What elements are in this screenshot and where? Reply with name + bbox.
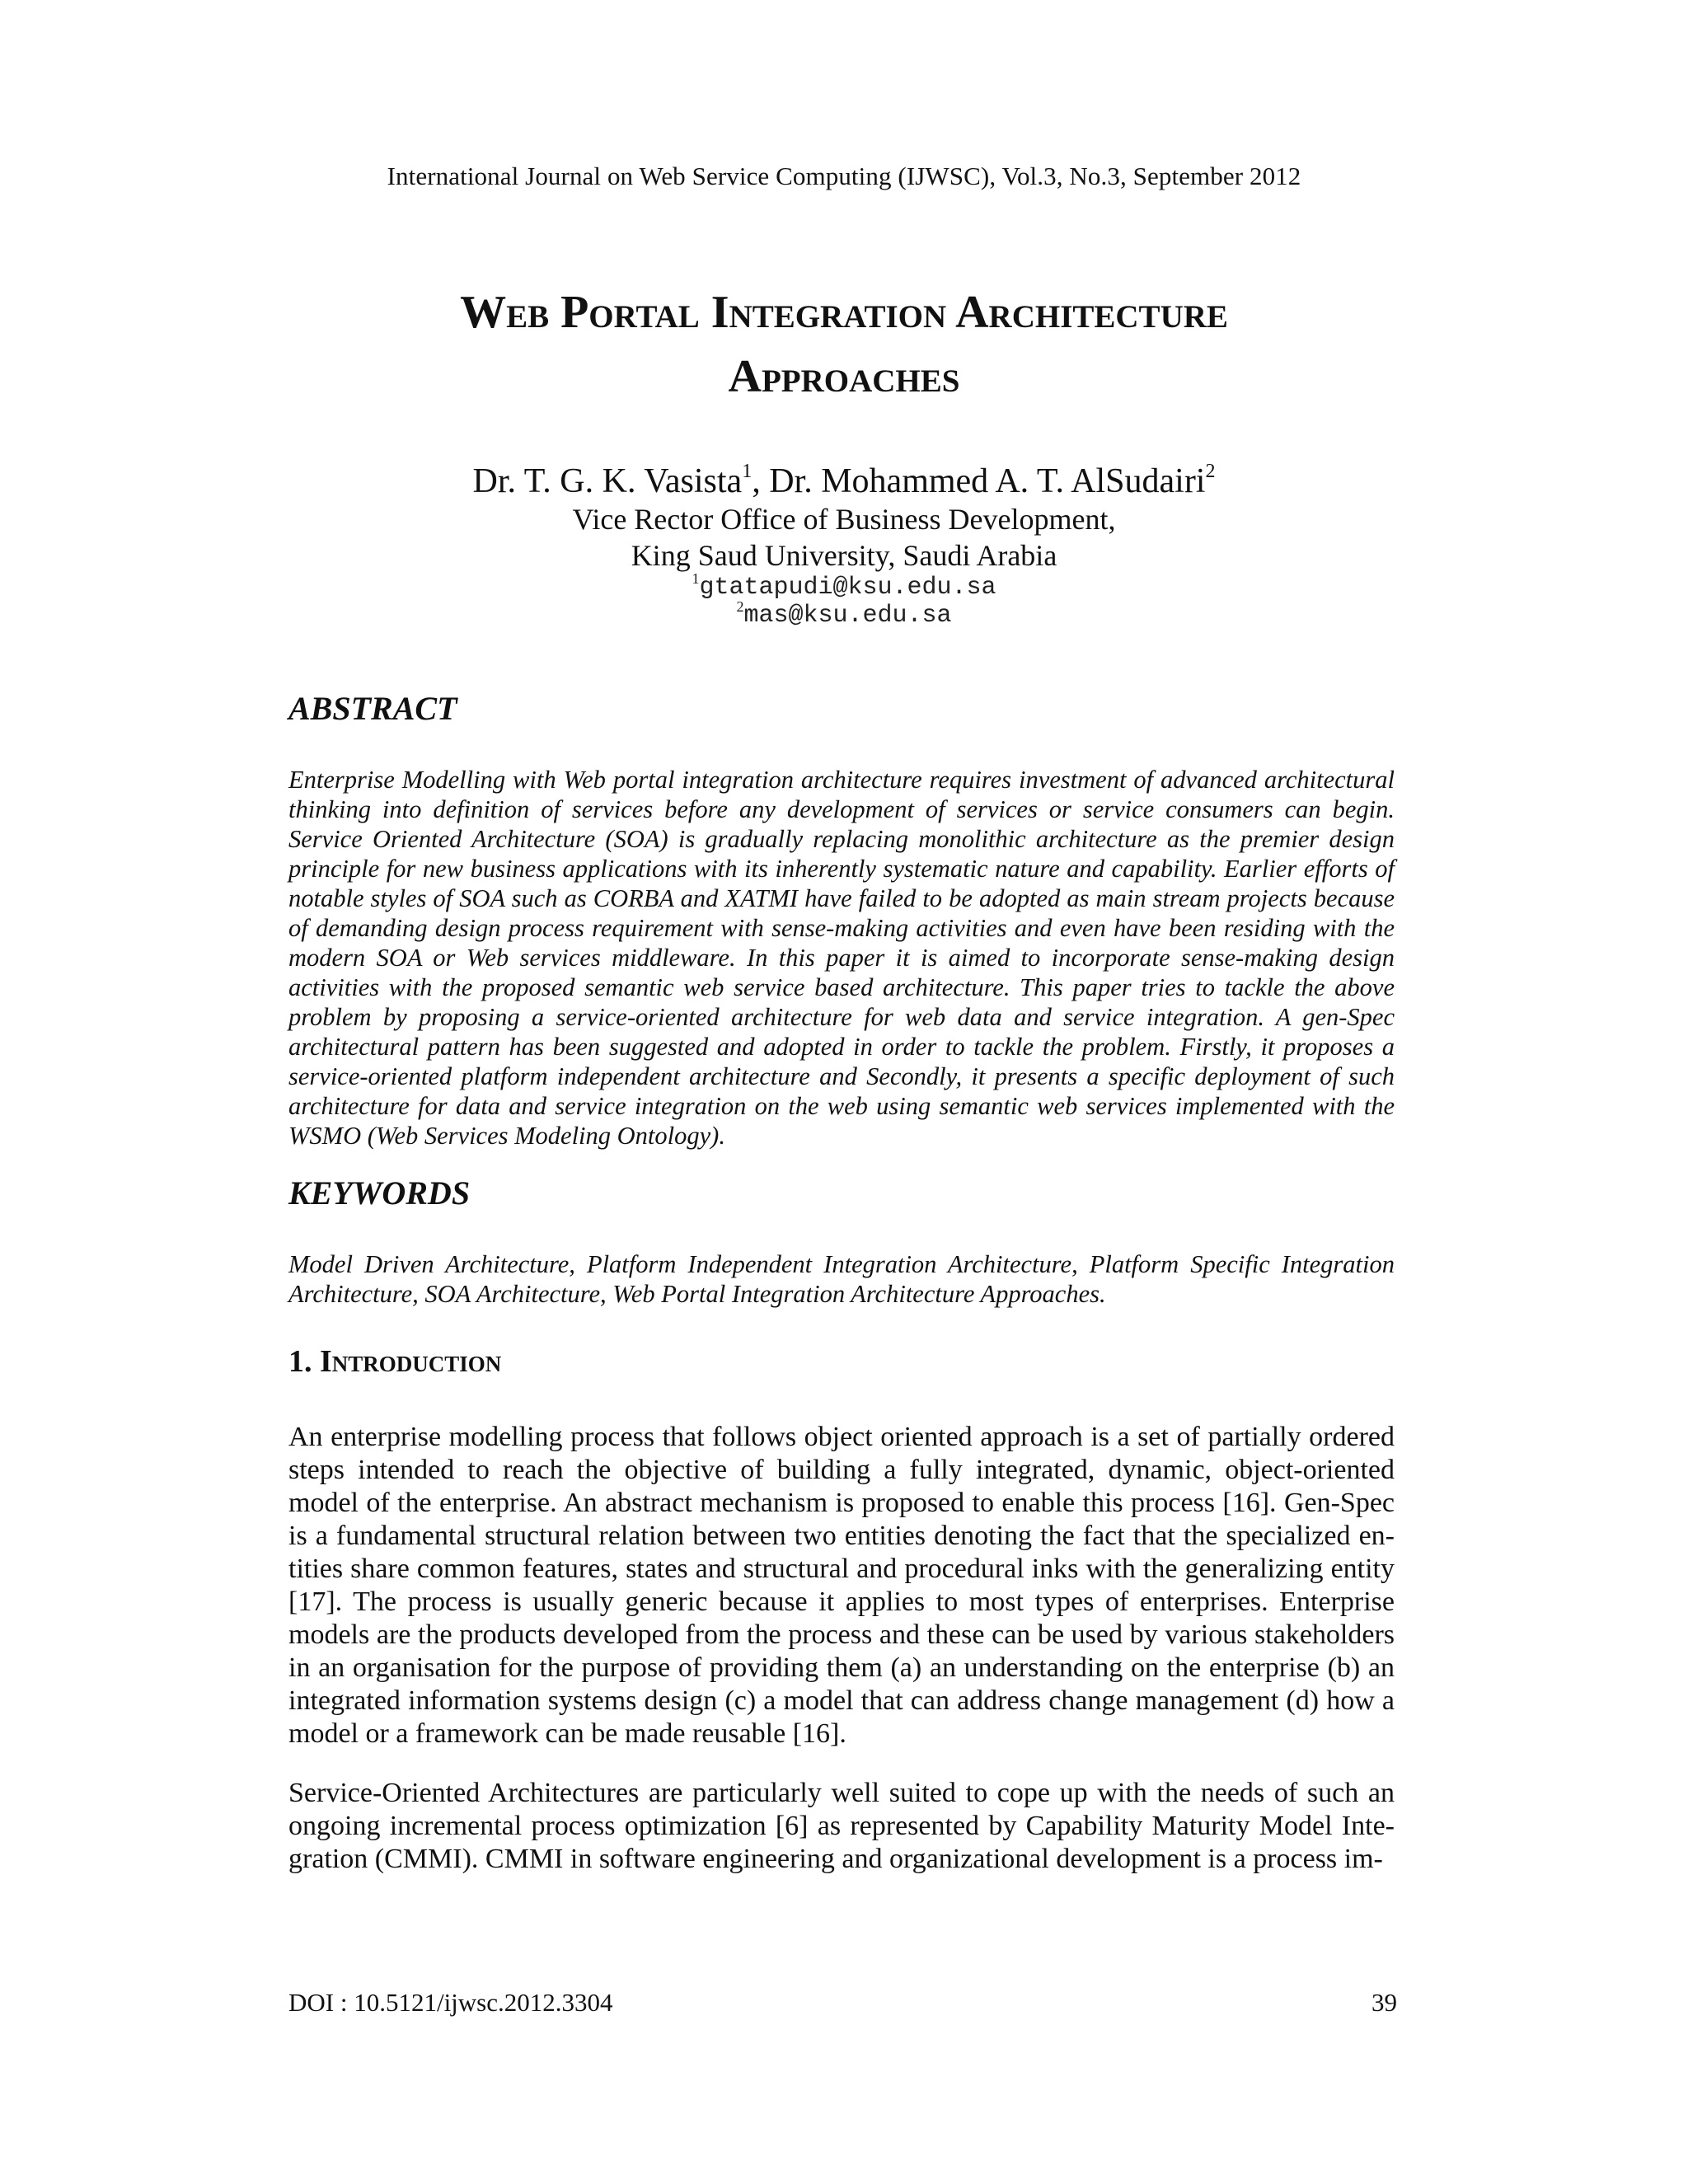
footer-doi: DOI : 10.5121/ijwsc.2012.3304 [288, 1988, 613, 2017]
email-2[interactable] [0, 598, 1688, 630]
abstract-heading: ABSTRACT [288, 690, 457, 727]
email-1[interactable] [0, 570, 1688, 602]
email-2-mark: 2 [736, 598, 744, 615]
paper-title [247, 280, 1441, 409]
email-list [0, 570, 1688, 630]
email-1-address: gtatapudi@ksu.edu.sa [699, 574, 996, 602]
introduction-heading: 1. Introduction [288, 1344, 502, 1379]
author-1: Dr. T. G. K. Vasista [472, 462, 743, 500]
keywords-heading: KEYWORDS [288, 1174, 471, 1212]
introduction-paragraph-2: Service-Oriented Architectures are particularly well suited to cope up with the needs of such an ongoing incremental process optimization [6] as represented by Capability Maturity Model Integration (CMMI). CMMI in software engineering and organizational development is a process im- [288, 1778, 1395, 1874]
keywords-text: Model Driven Architecture, Platform Independent Integration Architecture, Platform Specific Integration Architecture, SOA Architecture, Web Portal Integration Architecture Approaches. [288, 1250, 1395, 1308]
affiliation [0, 501, 1688, 574]
page-number: 39 [1372, 1988, 1397, 2017]
title-line-1: Web Portal Integration Architecture [460, 287, 1228, 338]
affiliation-line-2: King Saud University, Saudi Arabia [631, 539, 1057, 572]
running-header: International Journal on Web Service Computing (IJWSC), Vol.3, No.3, September 2012 [387, 162, 1301, 190]
author-separator: , [752, 462, 770, 500]
author-2: Dr. Mohammed A. T. AlSudairi [769, 462, 1206, 500]
author-list [0, 462, 1688, 501]
author-1-mark: 1 [742, 461, 753, 482]
author-2-mark: 2 [1205, 461, 1216, 482]
affiliation-line-1: Vice Rector Office of Business Development, [572, 503, 1116, 536]
email-1-mark: 1 [692, 570, 700, 587]
title-line-2: Approaches [728, 351, 960, 402]
email-2-address: mas@ksu.edu.sa [743, 602, 952, 630]
introduction-paragraph-1: An enterprise modelling process that follows object oriented approach is a set of partially ordered steps intended to reach the objective of building a fully integrated, dynamic, object-oriented model of the enterprise. An abstract mechanism is proposed to enable this process [16]. Gen-Spec is a fundamental structural relation between two entities denoting the fact that the specialized entities share common features, states and structural and procedural inks with the generalizing entity [17]. The process is usually generic because it applies to most types of enterprises. Enterprise models are the products developed from the process and these can be used by various stakeholders in an organisation for the purpose of providing them (a) an understanding on the enterprise (b) an integrated information systems design (c) a model that can address change management (d) how a model or a framework can be made reusable [16]. [288, 1422, 1395, 1749]
abstract-text: Enterprise Modelling with Web portal integration architecture requires investment of advanced architectural thinking into definition of services before any development of services or service consumers can begin. Service Oriented Architecture (SOA) is gradually replacing monolithic architecture as the premier design principle for new business applications with its inherently systematic nature and capability. Earlier efforts of notable styles of SOA such as CORBA and XATMI have failed to be adopted as main stream projects because of demanding design process requirement with sense-making activities and even have been residing with the modern SOA or Web services middleware. In this paper it is aimed to incorporate sense-making design activities with the proposed semantic web service based architecture. This paper tries to tackle the above problem by proposing a service-oriented architecture for web data and service integration. A gen-Spec architectural pattern has been suggested and adopted in order to tackle the problem. Firstly, it proposes a service-oriented platform independent architecture and Secondly, it presents a specific deployment of such architecture for data and service integration on the web using semantic web services implemented with the WSMO (Web Services Modeling Ontology). [288, 766, 1395, 1150]
